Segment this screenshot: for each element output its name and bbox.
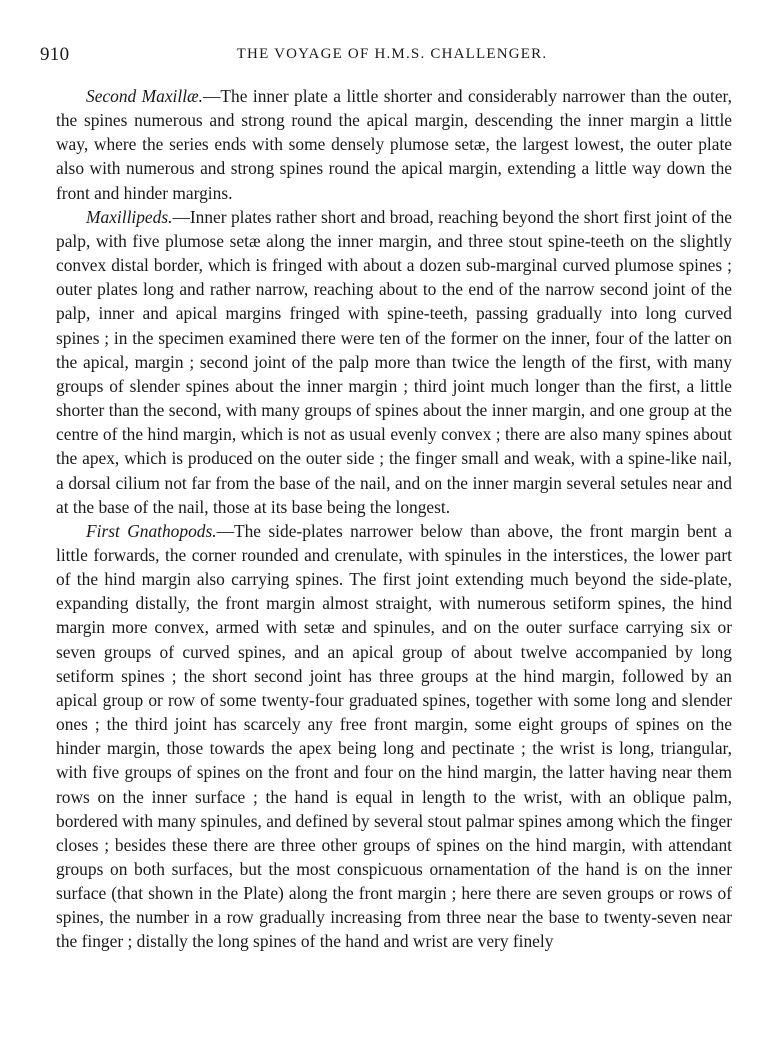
page-number: 910 <box>40 44 70 65</box>
section-heading-maxillipeds: Maxillipeds. <box>86 206 173 227</box>
page-header <box>40 44 744 68</box>
paragraph-second-maxillae <box>56 84 732 205</box>
paragraph-text-maxillipeds: —Inner plates rather short and broad, reaching beyond the short first joint of the palp, with five plumose setæ along the inner margin, and three stout spine-teeth on the slightly convex distal border, which is fringed with about a dozen sub-marginal curved plumose spines ; outer plates long and rather narrow, reaching about to the end of the narrow second joint of the palp, inner and apical margins fringed with spine-teeth, passing gradually into long curved spines ; in the specimen examined there were ten of the former on the inner, four of the latter on the apical, margin ; second joint of the palp more than twice the length of the first, with many groups of slender spines about the inner margin ; third joint much longer than the first, a little shorter than the second, with many groups of spines about the inner margin, and one group at the centre of the hind margin, which is not as usual evenly convex ; there are also many spines about the apex, which is produced on the outer side ; the finger small and weak, with a spine-like nail, a dorsal cilium not far from the base of the nail, and on the inner margin several setules near and at the base of the nail, those at its base being the longest. <box>56 206 732 517</box>
running-title: THE VOYAGE OF H.M.S. CHALLENGER. <box>236 46 548 62</box>
body-text <box>56 84 732 954</box>
paragraph-first-gnathopods <box>56 519 732 954</box>
section-heading-second-maxillae: Second Maxillæ. <box>86 86 204 106</box>
section-heading-first-gnathopods: First Gnathopods. <box>86 520 217 541</box>
paragraph-maxillipeds <box>56 205 732 519</box>
paragraph-text-first-gnathopods: —The side-plates narrower below than above, the front margin bent a little forwards, the corner rounded and crenulate, with spinules in the interstices, the lower part of the hind margin also carrying spines. The first joint extending much beyond the side-plate, expanding distally, the front margin almost straight, with numerous setiform spines, the hind margin more convex, armed with setæ and spinules, and on the outer surface carrying six or seven groups of curved spines, and an apical group of about twelve accompanied by long setiform spines ; the short second joint has three groups at the hind margin, followed by an apical group or row of some twenty-four graduated spines, together with some long and slender ones ; the third joint has scarcely any free front margin, some eight groups of spines on the hinder margin, those towards the apex being long and pectinate ; the wrist is long, triangular, with five groups of spines on the front and four on the hind margin, the latter having near them rows on the inner surface ; the hand is equal in length to the wrist, with an oblique palm, bordered with many spinules, and defined by several stout palmar spines among which the finger closes ; besides these there are three other groups of spines on the hind margin, with attendant groups on both surfaces, but the most conspicuous ornamentation of the hand is on the inner surface (that shown in the Plate) along the front margin ; here there are seven groups or rows of spines, the number in a row gradually increasing from three near the base to twenty-seven near the finger ; distally the long spines of the hand and wrist are very finely <box>56 520 732 952</box>
paragraph-text-second-maxillae: —The inner plate a little shorter and considerably narrower than the outer, the spines numerous and strong round the apical margin, descending the inner margin a little way, where the series ends with some densely plumose setæ, the largest lowest, the outer plate also with numerous and strong spines round the apical margin, extending a little way down the front and hinder margins. <box>56 86 732 203</box>
